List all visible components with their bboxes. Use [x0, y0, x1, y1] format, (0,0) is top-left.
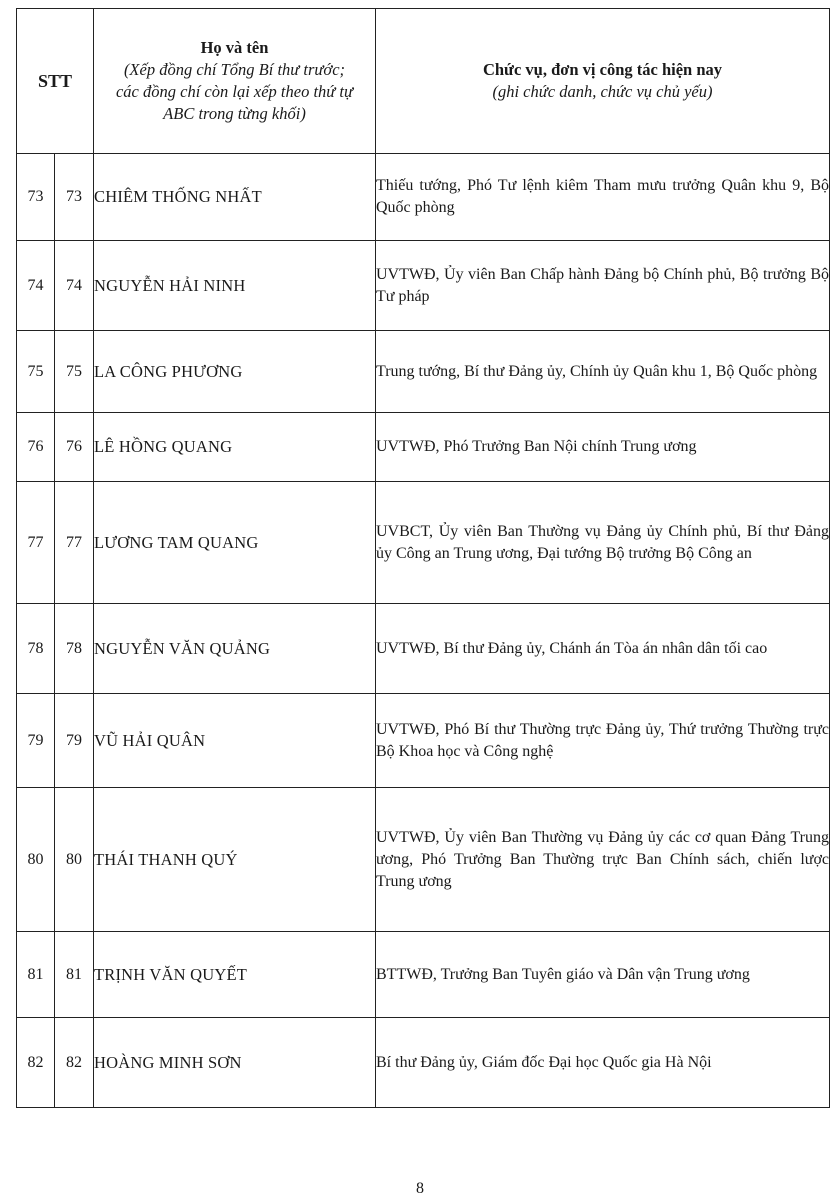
person-position: Trung tướng, Bí thư Đảng ủy, Chính ủy Quân khu 1, Bộ Quốc phòng [376, 331, 830, 413]
person-position: UVTWĐ, Phó Bí thư Thường trực Đảng ủy, Thứ trưởng Thường trực Bộ Khoa học và Công nghệ [376, 694, 830, 788]
table-row [17, 413, 830, 482]
person-position: UVTWĐ, Ủy viên Ban Thường vụ Đảng ủy các cơ quan Đảng Trung ương, Phó Trưởng Ban Thường trực Ban Chính sách, chiến lược Trung ương [376, 788, 830, 932]
person-name: THÁI THANH QUÝ [94, 788, 376, 932]
row-index: 82 [17, 1018, 55, 1108]
name-header-note-line: ABC trong từng khối) [163, 104, 306, 123]
row-sub-index: 73 [55, 154, 94, 241]
row-sub-index: 78 [55, 604, 94, 694]
name-header-note-line: (Xếp đồng chí Tổng Bí thư trước; [123, 60, 346, 79]
table-row [17, 331, 830, 413]
person-name: NGUYỄN VĂN QUẢNG [94, 604, 376, 694]
person-name: HOÀNG MINH SƠN [94, 1018, 376, 1108]
person-position: Bí thư Đảng ủy, Giám đốc Đại học Quốc gia Hà Nội [376, 1018, 830, 1108]
person-position: UVBCT, Ủy viên Ban Thường vụ Đảng ủy Chính phủ, Bí thư Đảng ủy Công an Trung ương, Đại tướng Bộ trưởng Bộ Công an [376, 482, 830, 604]
person-name: LƯƠNG TAM QUANG [94, 482, 376, 604]
row-sub-index: 77 [55, 482, 94, 604]
row-index: 79 [17, 694, 55, 788]
row-sub-index: 74 [55, 241, 94, 331]
table-row [17, 604, 830, 694]
roster-table [16, 8, 830, 1108]
row-sub-index: 82 [55, 1018, 94, 1108]
row-index: 77 [17, 482, 55, 604]
row-index: 75 [17, 331, 55, 413]
stt-header: STT [17, 9, 94, 154]
row-index: 74 [17, 241, 55, 331]
row-index: 76 [17, 413, 55, 482]
table-header-row [17, 9, 830, 154]
person-position: UVTWĐ, Bí thư Đảng ủy, Chánh án Tòa án nhân dân tối cao [376, 604, 830, 694]
position-header-title: Chức vụ, đơn vị công tác hiện nay [482, 60, 723, 79]
person-name: VŨ HẢI QUÂN [94, 694, 376, 788]
person-name: LA CÔNG PHƯƠNG [94, 331, 376, 413]
position-header-note: (ghi chức danh, chức vụ chủ yếu) [492, 82, 713, 101]
table-row [17, 154, 830, 241]
person-name: LÊ HỒNG QUANG [94, 413, 376, 482]
name-header [94, 9, 376, 154]
row-sub-index: 75 [55, 331, 94, 413]
table-row [17, 1018, 830, 1108]
name-header-note-line: các đồng chí còn lại xếp theo thứ tự [115, 82, 354, 101]
row-index: 78 [17, 604, 55, 694]
person-name: NGUYỄN HẢI NINH [94, 241, 376, 331]
table-row [17, 788, 830, 932]
name-header-title: Họ và tên [200, 38, 269, 57]
person-name: TRỊNH VĂN QUYẾT [94, 932, 376, 1018]
row-sub-index: 79 [55, 694, 94, 788]
person-position: UVTWĐ, Phó Trưởng Ban Nội chính Trung ương [376, 413, 830, 482]
table-row [17, 932, 830, 1018]
person-position: Thiếu tướng, Phó Tư lệnh kiêm Tham mưu trưởng Quân khu 9, Bộ Quốc phòng [376, 154, 830, 241]
row-index: 81 [17, 932, 55, 1018]
row-sub-index: 81 [55, 932, 94, 1018]
row-sub-index: 76 [55, 413, 94, 482]
page-number: 8 [416, 1180, 424, 1197]
table-row [17, 482, 830, 604]
position-header [376, 9, 830, 154]
person-position: BTTWĐ, Trưởng Ban Tuyên giáo và Dân vận Trung ương [376, 932, 830, 1018]
row-sub-index: 80 [55, 788, 94, 932]
person-name: CHIÊM THỐNG NHẤT [94, 154, 376, 241]
person-position: UVTWĐ, Ủy viên Ban Chấp hành Đảng bộ Chính phủ, Bộ trưởng Bộ Tư pháp [376, 241, 830, 331]
table-row [17, 241, 830, 331]
row-index: 80 [17, 788, 55, 932]
table-row [17, 694, 830, 788]
row-index: 73 [17, 154, 55, 241]
